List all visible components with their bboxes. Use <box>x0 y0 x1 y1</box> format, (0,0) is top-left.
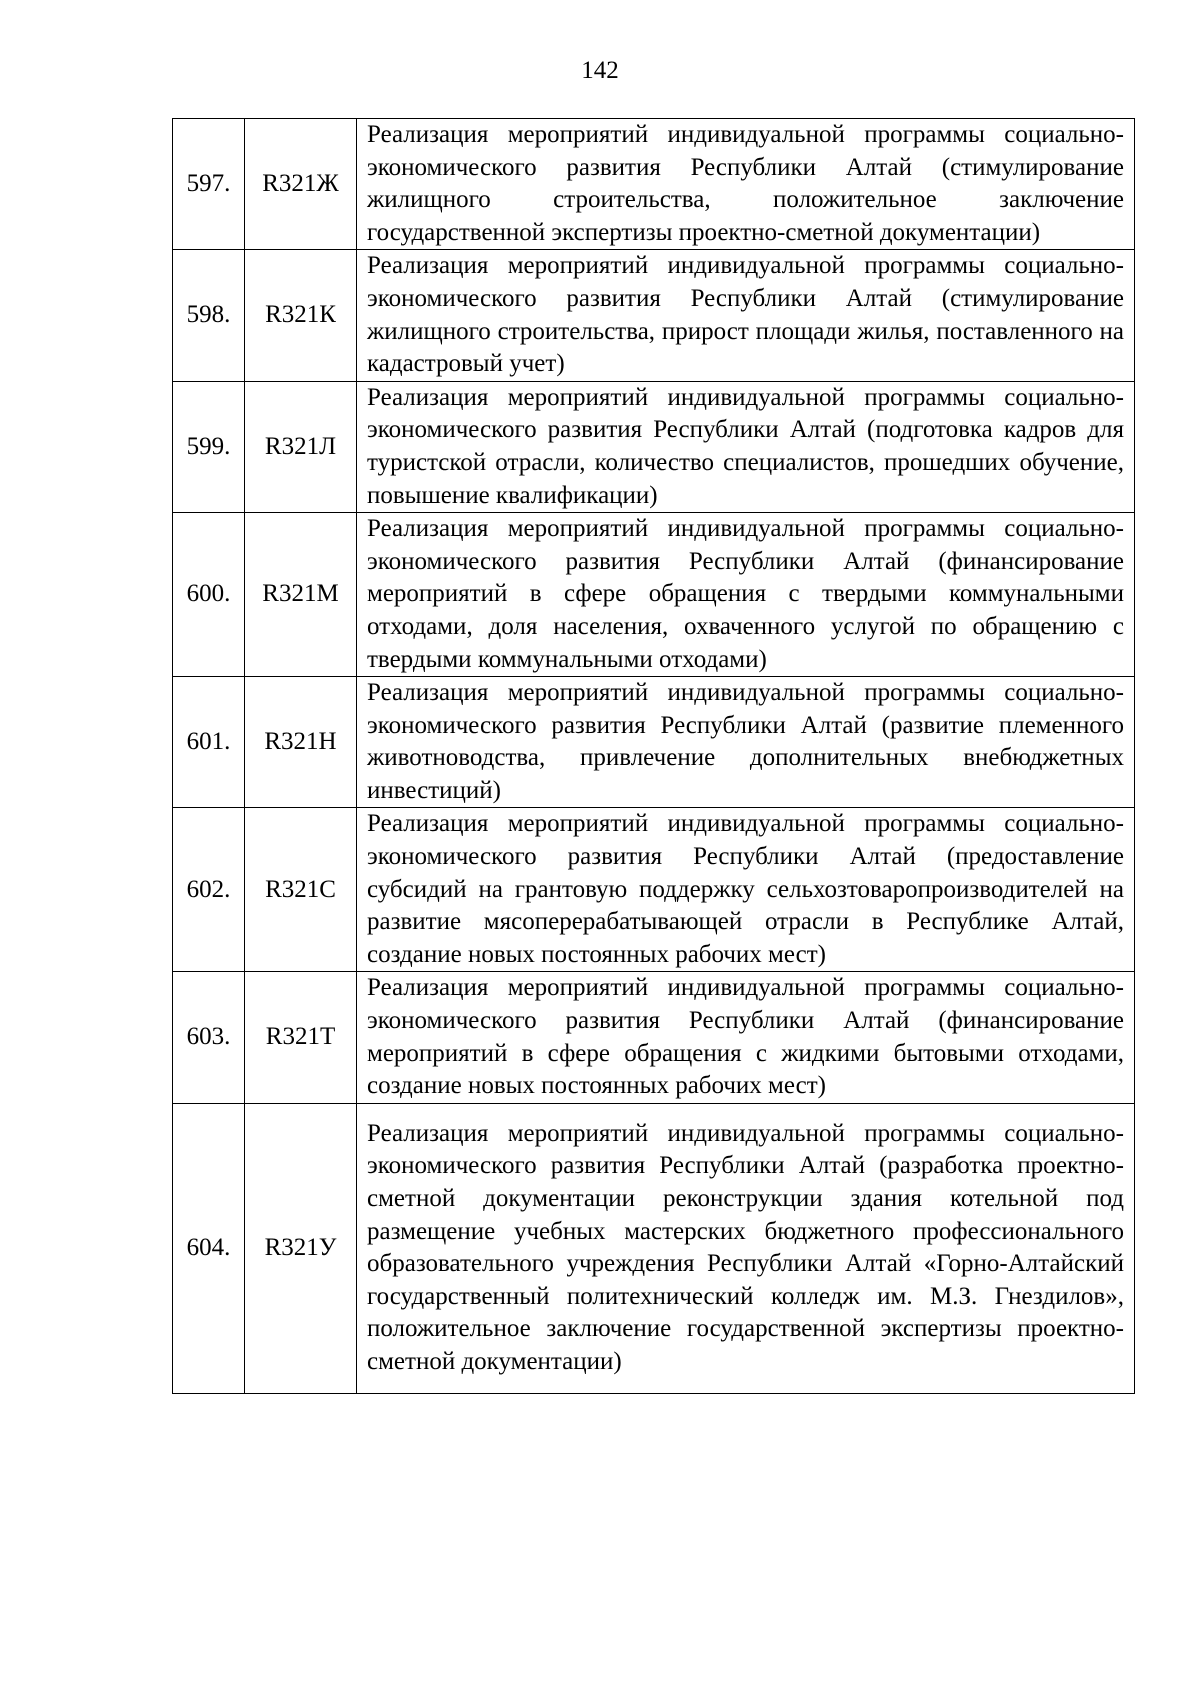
row-code: R321У <box>245 1103 357 1393</box>
table-row <box>173 119 1135 250</box>
row-description: Реализация мероприятий индивидуальной программы социально-экономического развития Республики Алтай (финансирование мероприятий в сфере обращения с жидкими бытовыми отходами, создание новых постоянных рабочих мест) <box>357 972 1135 1103</box>
row-number: 600. <box>173 513 245 677</box>
row-number: 598. <box>173 250 245 381</box>
row-number: 599. <box>173 381 245 512</box>
row-description: Реализация мероприятий индивидуальной программы социально-экономического развития Республики Алтай (стимулирование жилищного строительства, положительное заключение государственной экспертизы проектно-сметной документации) <box>357 119 1135 250</box>
row-number: 604. <box>173 1103 245 1393</box>
row-code: R321Ж <box>245 119 357 250</box>
row-description: Реализация мероприятий индивидуальной программы социально-экономического развития Республики Алтай (финансирование мероприятий в сфере обращения с твердыми коммунальными отходами, доля населения, охваченного услугой по обращению с твердыми коммунальными отходами) <box>357 513 1135 677</box>
row-description: Реализация мероприятий индивидуальной программы социально-экономического развития Республики Алтай (стимулирование жилищного строительства, прирост площади жилья, поставленного на кадастровый учет) <box>357 250 1135 381</box>
row-code: R321Т <box>245 972 357 1103</box>
row-description: Реализация мероприятий индивидуальной программы социально-экономического развития Республики Алтай (развитие племенного животноводства, привлечение дополнительных внебюджетных инвестиций) <box>357 677 1135 808</box>
table-row <box>173 972 1135 1103</box>
row-number: 603. <box>173 972 245 1103</box>
row-description: Реализация мероприятий индивидуальной программы социально-экономического развития Республики Алтай (разработка проектно-сметной документации реконструкции здания котельной под размещение учебных мастерских бюджетного профессионального образовательного учреждения Республики Алтай «Горно-Алтайский государственный политехнический колледж им. М.З. Гнездилов», положительное заключение государственной экспертизы проектно-сметной документации) <box>357 1103 1135 1393</box>
table-row <box>173 381 1135 512</box>
row-number: 601. <box>173 677 245 808</box>
row-code: R321Н <box>245 677 357 808</box>
table-row <box>173 513 1135 677</box>
row-code: R321Л <box>245 381 357 512</box>
page-number: 142 <box>581 57 619 84</box>
table-row <box>173 808 1135 972</box>
row-code: R321К <box>245 250 357 381</box>
row-description: Реализация мероприятий индивидуальной программы социально-экономического развития Республики Алтай (подготовка кадров для туристской отрасли, количество специалистов, прошедших обучение, повышение квалификации) <box>357 381 1135 512</box>
row-code: R321С <box>245 808 357 972</box>
budget-codes-table <box>172 118 1135 1394</box>
row-description: Реализация мероприятий индивидуальной программы социально-экономического развития Республики Алтай (предоставление субсидий на грантовую поддержку сельхозтоваропроизводителей на развитие мясоперерабатывающей отрасли в Республике Алтай, создание новых постоянных рабочих мест) <box>357 808 1135 972</box>
table-row <box>173 677 1135 808</box>
row-number: 602. <box>173 808 245 972</box>
row-number: 597. <box>173 119 245 250</box>
table-row <box>173 250 1135 381</box>
row-code: R321М <box>245 513 357 677</box>
table-row <box>173 1103 1135 1393</box>
